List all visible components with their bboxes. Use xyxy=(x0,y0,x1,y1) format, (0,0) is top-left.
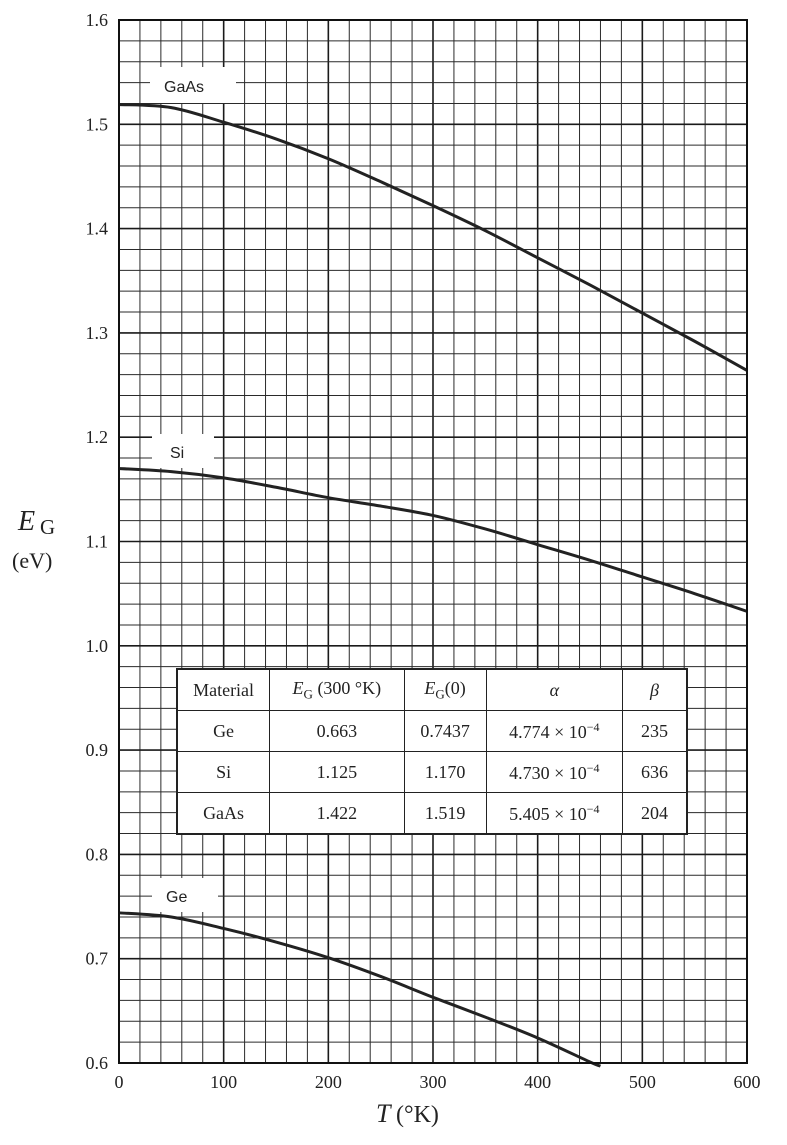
x-tick-label: 600 xyxy=(733,1072,761,1092)
table-row xyxy=(177,752,687,793)
y-tick-label: 1.3 xyxy=(85,322,108,343)
cell-alpha-mantissa: 5.405 × 10 xyxy=(509,803,587,824)
y-axis-unit: (eV) xyxy=(12,548,53,573)
cell-eg0: 0.7437 xyxy=(404,711,486,752)
curve-label-ge: Ge xyxy=(166,889,188,906)
y-tick-label: 0.8 xyxy=(85,844,108,865)
header-eg300-rest: (300 °K) xyxy=(312,677,382,698)
x-tick-label: 200 xyxy=(314,1072,342,1092)
table-row xyxy=(177,793,687,835)
x-tick-label: 0 xyxy=(114,1072,124,1092)
cell-eg0: 1.170 xyxy=(404,752,486,793)
cell-alpha xyxy=(486,752,622,793)
cell-alpha-mantissa: 4.730 × 10 xyxy=(509,762,587,783)
table-row xyxy=(177,711,687,752)
cell-eg300: 1.125 xyxy=(270,752,404,793)
x-axis-symbol: T xyxy=(376,1099,391,1128)
y-tick-label: 1.5 xyxy=(85,114,108,135)
cell-alpha xyxy=(486,793,622,835)
x-tick-label: 100 xyxy=(210,1072,238,1092)
header-alpha: α xyxy=(486,669,622,711)
cell-alpha-exponent: −4 xyxy=(586,719,600,734)
x-axis-unit: (°K) xyxy=(396,1102,439,1128)
x-tick-label: 400 xyxy=(524,1072,552,1092)
y-tick-label: 0.7 xyxy=(85,948,108,969)
y-tick-label: 1.0 xyxy=(85,635,108,656)
cell-beta: 636 xyxy=(622,752,687,793)
curve-label-si: Si xyxy=(170,445,185,462)
cell-eg300: 0.663 xyxy=(270,711,404,752)
header-eg0-rest: (0) xyxy=(444,677,466,698)
cell-alpha xyxy=(486,711,622,752)
header-material: Material xyxy=(177,669,270,711)
x-tick-labels xyxy=(115,1072,761,1092)
series-line-ge xyxy=(119,913,600,1066)
cell-eg300: 1.422 xyxy=(270,793,404,835)
cell-beta: 204 xyxy=(622,793,687,835)
header-eg0-sub: G xyxy=(435,686,445,702)
y-tick-label: 1.2 xyxy=(85,427,108,448)
header-eg-0 xyxy=(404,669,486,711)
cell-alpha-exponent: −4 xyxy=(586,760,600,775)
cell-eg0: 1.519 xyxy=(404,793,486,835)
y-tick-label: 1.4 xyxy=(85,218,108,239)
y-axis-symbol: E xyxy=(18,506,36,537)
cell-material: Ge xyxy=(177,711,270,752)
table-header-row xyxy=(177,669,687,711)
cell-material: Si xyxy=(177,752,270,793)
parameter-table xyxy=(176,668,688,835)
cell-alpha-mantissa: 4.774 × 10 xyxy=(509,721,587,742)
y-tick-label: 1.1 xyxy=(85,531,108,552)
header-eg300-symbol: E xyxy=(292,677,304,698)
header-beta: β xyxy=(622,669,687,711)
x-tick-label: 500 xyxy=(628,1072,656,1092)
header-eg0-symbol: E xyxy=(424,677,436,698)
header-eg-300 xyxy=(270,669,404,711)
cell-beta: 235 xyxy=(622,711,687,752)
y-tick-label: 0.9 xyxy=(85,740,108,761)
y-tick-labels xyxy=(86,10,109,1073)
cell-material: GaAs xyxy=(177,793,270,835)
curve-label-gaas: GaAs xyxy=(164,79,205,96)
header-eg300-sub: G xyxy=(303,686,313,702)
y-tick-label: 0.6 xyxy=(85,1053,108,1073)
cell-alpha-exponent: −4 xyxy=(586,801,600,816)
y-axis-subscript: G xyxy=(40,515,56,539)
y-tick-label: 1.6 xyxy=(85,10,108,30)
x-tick-label: 300 xyxy=(419,1072,447,1092)
